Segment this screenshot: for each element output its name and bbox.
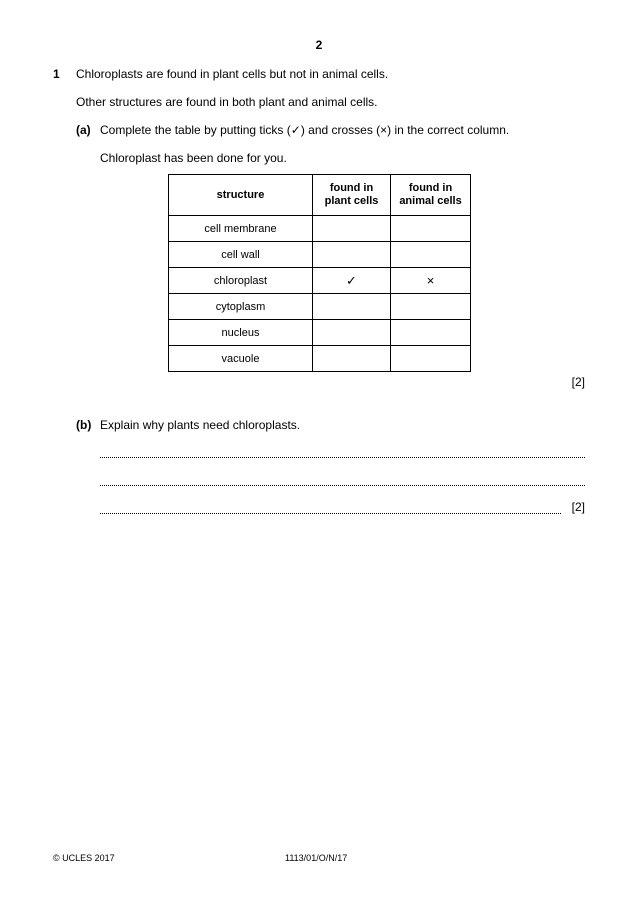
part-a-note: Chloroplast has been done for you. bbox=[100, 151, 287, 165]
header-plant-cells: found in plant cells bbox=[313, 175, 391, 216]
plant-cell-input[interactable] bbox=[313, 320, 391, 346]
page-number: 2 bbox=[315, 38, 323, 52]
plant-cell-input[interactable] bbox=[313, 346, 391, 372]
part-b-instruction: Explain why plants need chloroplasts. bbox=[100, 418, 301, 432]
cross-mark: × bbox=[391, 268, 471, 294]
table-row bbox=[169, 294, 471, 320]
structure-cell: nucleus bbox=[169, 320, 313, 346]
animal-cell-input[interactable] bbox=[391, 346, 471, 372]
plant-cell-input[interactable] bbox=[313, 242, 391, 268]
part-b-marks: [2] bbox=[571, 500, 585, 514]
table-row bbox=[169, 346, 471, 372]
table-header-row bbox=[169, 175, 471, 216]
header-animal-cells: found in animal cells bbox=[391, 175, 471, 216]
structure-cell: cytoplasm bbox=[169, 294, 313, 320]
footer-code: 1113/01/O/N/17 bbox=[285, 853, 348, 863]
structure-cell: cell membrane bbox=[169, 216, 313, 242]
answer-line-1[interactable] bbox=[100, 457, 585, 458]
question-number: 1 bbox=[53, 67, 60, 81]
table-row bbox=[169, 242, 471, 268]
table-row bbox=[169, 320, 471, 346]
plant-cell-input[interactable] bbox=[313, 216, 391, 242]
structure-cell: chloroplast bbox=[169, 268, 313, 294]
part-a-marks: [2] bbox=[571, 375, 585, 389]
plant-cell-input[interactable] bbox=[313, 294, 391, 320]
animal-cell-input[interactable] bbox=[391, 320, 471, 346]
part-a-label: (a) bbox=[76, 123, 91, 137]
answer-line-2[interactable] bbox=[100, 485, 585, 486]
structures-table bbox=[168, 174, 471, 372]
part-a-instruction: Complete the table by putting ticks (✓) and crosses (×) in the correct column. bbox=[100, 123, 510, 137]
structure-cell: cell wall bbox=[169, 242, 313, 268]
animal-cell-input[interactable] bbox=[391, 294, 471, 320]
animal-cell-input[interactable] bbox=[391, 242, 471, 268]
question-intro-line-1: Chloroplasts are found in plant cells but not in animal cells. bbox=[76, 67, 389, 81]
question-intro-line-2: Other structures are found in both plant and animal cells. bbox=[76, 95, 378, 109]
part-b-label: (b) bbox=[76, 418, 92, 432]
tick-mark: ✓ bbox=[313, 268, 391, 294]
structure-cell: vacuole bbox=[169, 346, 313, 372]
table-row bbox=[169, 268, 471, 294]
answer-line-3[interactable] bbox=[100, 513, 561, 514]
animal-cell-input[interactable] bbox=[391, 216, 471, 242]
table-row bbox=[169, 216, 471, 242]
header-structure: structure bbox=[169, 175, 313, 216]
footer-copyright: © UCLES 2017 bbox=[53, 853, 115, 863]
